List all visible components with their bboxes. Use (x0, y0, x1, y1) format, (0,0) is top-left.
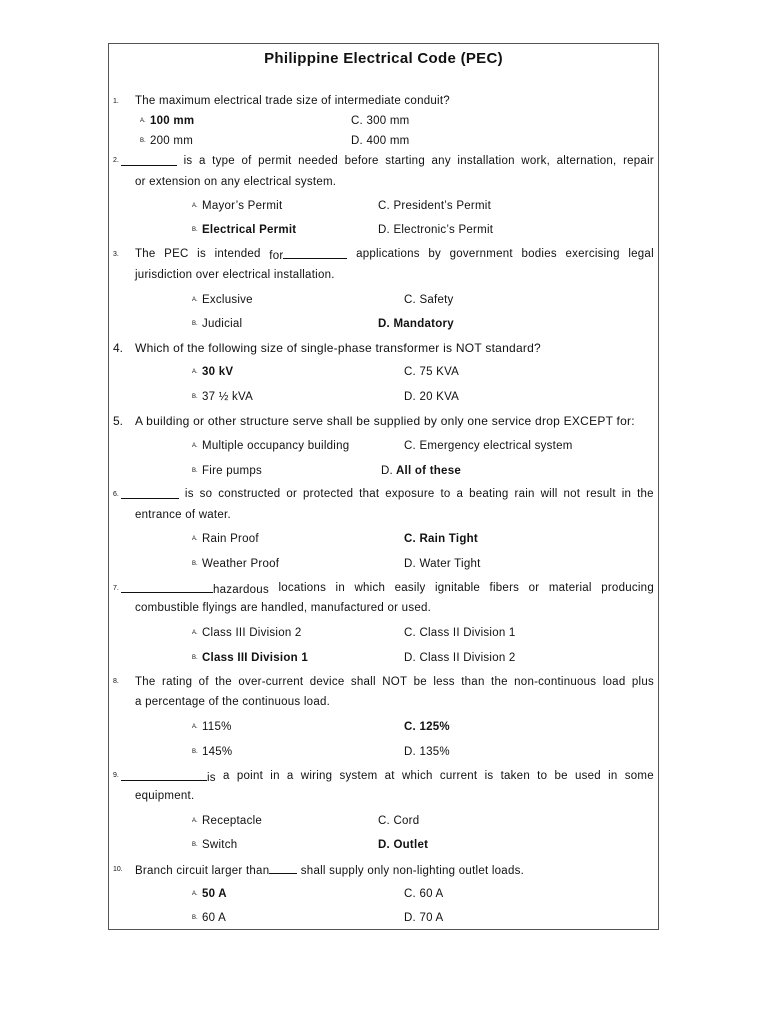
answer-blank (121, 769, 207, 781)
answer-blank (121, 154, 177, 166)
option-c: C. 60 A (404, 888, 444, 900)
answer-blank (269, 862, 297, 874)
question-text: is a point in a wiring system at which current is taken to be used in some (121, 769, 654, 783)
question-number: 7. (113, 585, 119, 592)
option-a: Class III Division 2 (202, 627, 302, 639)
question-text: The rating of the over-current device shall NOT be less than the non-continuous load plus (135, 676, 654, 688)
option-a: Mayor’s Permit (202, 200, 283, 212)
option-c: C. Safety (404, 294, 454, 306)
option-d: D. Class II Division 2 (404, 652, 516, 664)
option-c: C. Class II Division 1 (404, 627, 516, 639)
option-letter-a: A. (192, 724, 198, 730)
question-number: 6. (113, 491, 119, 498)
option-c: C. 300 mm (351, 115, 410, 127)
option-letter-b: B. (192, 321, 198, 327)
option-d: All of these (396, 465, 461, 477)
question-number: 4. (113, 341, 124, 355)
option-letter-a: A. (140, 118, 146, 124)
option-c: C. Rain Tight (404, 533, 478, 545)
option-b: 200 mm (150, 135, 194, 147)
option-letter-b: B. (192, 915, 198, 921)
option-letter-a: A. (192, 203, 198, 209)
option-d: D. Mandatory (378, 318, 454, 330)
option-letter-a: A. (192, 369, 198, 375)
option-b: Judicial (202, 318, 243, 330)
question-number: 3. (113, 251, 119, 258)
option-letter-b: B. (140, 138, 146, 144)
answer-blank (121, 487, 179, 499)
option-letter-b: B. (192, 561, 198, 567)
option-b: 37 ½ kVA (202, 391, 254, 403)
option-b: 145% (202, 746, 233, 758)
option-d: D. Water Tight (404, 558, 481, 570)
option-d: D. 135% (404, 746, 450, 758)
option-letter-b: B. (192, 655, 198, 661)
option-letter-a: A. (192, 891, 198, 897)
option-c: C. Emergency electrical system (404, 440, 573, 452)
option-d-letter: D. (381, 465, 393, 477)
option-a: Exclusive (202, 294, 253, 306)
option-letter-a: A. (192, 630, 198, 636)
option-b: Electrical Permit (202, 224, 297, 236)
option-a: 50 A (202, 888, 227, 900)
question-text: is so constructed or protected that exposure to a beating rain will not result in the (121, 487, 654, 501)
option-d: D. Electronic’s Permit (378, 224, 494, 236)
option-letter-b: B. (192, 842, 198, 848)
option-letter-a: A. (192, 536, 198, 542)
question-text-continued: or extension on any electrical system. (135, 176, 337, 188)
option-a: 100 mm (150, 115, 195, 127)
option-letter-a: A. (192, 297, 198, 303)
option-a: Rain Proof (202, 533, 259, 545)
question-text-continued: combustible flyings are handled, manufactured or used. (135, 602, 432, 614)
question-text: Branch circuit larger than shall supply only non-lighting outlet loads. (135, 862, 524, 878)
question-text: The maximum electrical trade size of intermediate conduit? (135, 95, 450, 107)
option-c: C. 75 KVA (404, 366, 460, 378)
option-d: D. 20 KVA (404, 391, 460, 403)
option-b: Weather Proof (202, 558, 280, 570)
question-text: is a type of permit needed before starting any installation work, alternation, repair (121, 154, 654, 168)
question-text: The PEC is intended for applications by government bodies exercising legal (135, 248, 654, 262)
option-a: 30 kV (202, 366, 234, 378)
question-text: hazardous locations in which easily ignitable fibers or material producing (121, 581, 654, 595)
answer-blank (283, 247, 347, 259)
option-d: D. Outlet (378, 839, 429, 851)
question-text-continued: entrance of water. (135, 509, 231, 521)
question-text: Which of the following size of single-phase transformer is NOT standard? (135, 341, 541, 355)
option-a: 115% (202, 721, 232, 733)
option-letter-b: B. (192, 227, 198, 233)
option-letter-b: B. (192, 468, 198, 474)
option-a: Receptacle (202, 815, 263, 827)
question-number: 8. (113, 678, 119, 685)
question-number: 5. (113, 414, 124, 428)
option-b: Fire pumps (202, 465, 263, 477)
option-c: C. Cord (378, 815, 420, 827)
option-b: 60 A (202, 912, 227, 924)
option-b: Switch (202, 839, 238, 851)
option-a: Multiple occupancy building (202, 440, 350, 452)
option-letter-a: A. (192, 818, 198, 824)
option-letter-a: A. (192, 443, 198, 449)
question-text-continued: jurisdiction over electrical installation. (135, 269, 335, 281)
option-d: D. 70 A (404, 912, 444, 924)
question-number: 10. (113, 866, 123, 873)
option-b: Class III Division 1 (202, 652, 308, 664)
question-text-continued: a percentage of the continuous load. (135, 696, 331, 708)
question-text-continued: equipment. (135, 790, 195, 802)
page-title: Philippine Electrical Code (PEC) (264, 50, 503, 67)
question-number: 9. (113, 772, 119, 779)
option-letter-b: B. (192, 394, 198, 400)
option-d: D. 400 mm (351, 135, 410, 147)
question-number: 1. (113, 98, 119, 105)
answer-blank (121, 581, 213, 593)
question-number: 2. (113, 157, 119, 164)
option-c: C. 125% (404, 721, 450, 733)
question-text: A building or other structure serve shall be supplied by only one service drop EXCEPT for: (135, 414, 635, 428)
option-c: C. President’s Permit (378, 200, 492, 212)
option-letter-b: B. (192, 749, 198, 755)
